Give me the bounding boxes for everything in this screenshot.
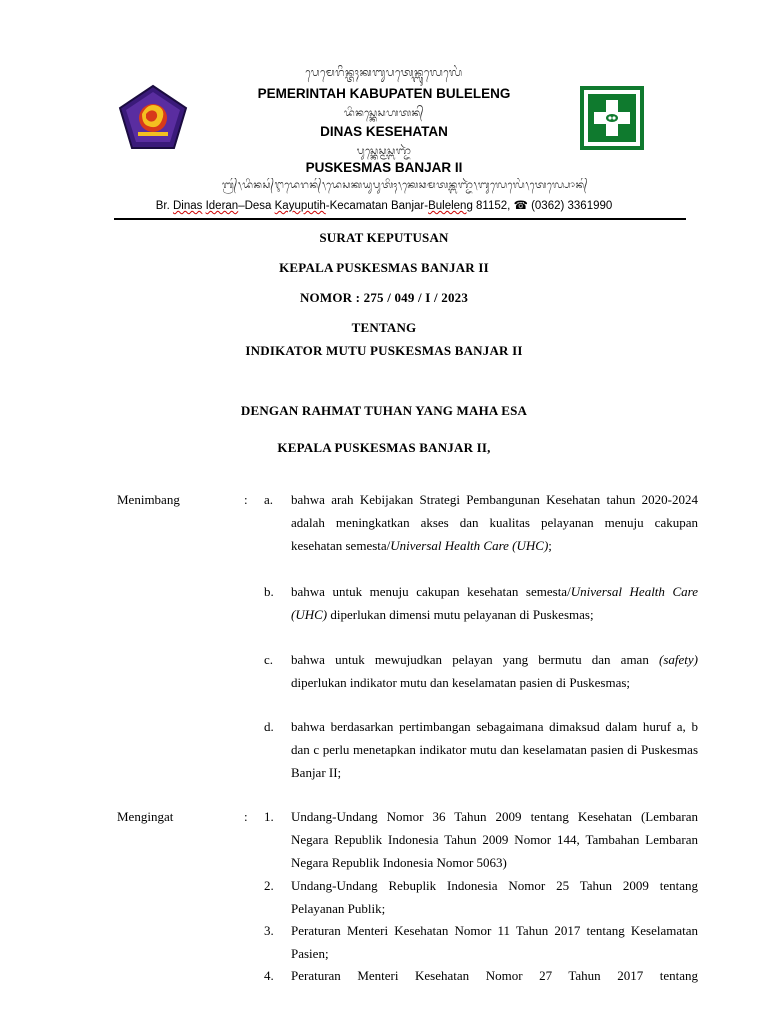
mengingat-item-3: Peraturan Menteri Kesehatan Nomor 11 Tahun 2017 tentang Keselamatan Pasien; (291, 923, 698, 961)
mengingat-marker-3: 3. (264, 923, 274, 938)
mengingat-marker-2: 2. (264, 878, 274, 893)
menimbang-item-d: bahwa berdasarkan pertimbangan sebagaimana dimaksud dalam huruf a, b dan c perlu menetapkan indikator mutu dan keselamatan pasien di Puskesmas Banjar II; (291, 719, 698, 780)
office-address: Br. Dinas Ideran–Desa Kayuputih-Kecamatan Banjar-Buleleng 81152, ☎ (0362) 3361990 (155, 200, 613, 212)
balinese-script-header: ᬧᬾᬫᬾᬭᬶᬦ᭄ᬢᬄᬓᬩᬸᬧᬢᬾᬦ᭄ᬩᬸᬮᬾᬮᬾᬂ (305, 66, 463, 79)
buleleng-regency-emblem-icon (118, 84, 188, 150)
issuer-heading: KEPALA PUSKESMAS BANJAR II, (277, 440, 491, 455)
mengingat-marker-4: 4. (264, 968, 274, 983)
menimbang-item-a: bahwa arah Kebijakan Strategi Pembangunan Kesehatan tahun 2020-2024 adalah meningkatkan akses dan kualitas pelayanan menuju cakupan kesehatan semesta/Universal Health Care (UHC); (291, 492, 698, 553)
mengingat-item-1: Undang-Undang Nomor 36 Tahun 2009 tentang Kesehatan (Lembaran Negara Republik Indonesia Tahun 2009 Nomor 144, Tambahan Lembaran Negara Republik Indonesia Nomor 5063) (291, 809, 698, 870)
menimbang-item-c: bahwa untuk mewujudkan pelayan yang bermutu dan aman (safety) diperlukan indikator mutu dan keselamatan pasien di Puskesmas; (291, 652, 698, 690)
invocation: DENGAN RAHMAT TUHAN YANG MAHA ESA (240, 403, 528, 418)
menimbang-label: Menimbang (117, 492, 180, 507)
unit-name: PUSKESMAS BANJAR II (305, 160, 463, 175)
mengingat-item-2: Undang-Undang Rebuplik Indonesia Nomor 25 Tahun 2009 tentang Pelayanan Publik; (291, 878, 698, 916)
menimbang-colon: : (244, 492, 248, 507)
decree-title: SURAT KEPUTUSAN (319, 230, 449, 245)
decree-subject: INDIKATOR MUTU PUSKESMAS BANJAR II (245, 343, 523, 358)
decree-issuer: KEPALA PUSKESMAS BANJAR II (279, 260, 489, 275)
menimbang-item-b: bahwa untuk menuju cakupan kesehatan semesta/Universal Health Care (UHC) diperlukan dimensi mutu pelayanan di Puskesmas; (291, 584, 699, 622)
letterhead-divider (114, 218, 686, 220)
balinese-script-address: ᬩ᭄ᬭ᭄᭞ᬤᬶᬦᬲ᭄ᬇᬤᬾᬭᬦ᭄᭞ᬤᬾᬲᬓᬬᬸᬧᬸᬢᬶᬄ᭞ᬓᬾᬘᬫᬢᬦ᭄ᬩᬜ᭄ᬚᬃ᭞ᬩᬸᬮᬾᬮᬾᬂ᭞ᬢᬾᬮ᭄ᬧᭀᬦ᭄ (221, 180, 588, 191)
decree-number: NOMOR : 275 / 049 / I / 2023 (299, 290, 469, 305)
balinese-script-puskesmas: ᬧᬸᬲ᭄ᬓᬾᬲ᭄ᬫᬲ᭄ᬩᬜ᭄ᬚᬃ (356, 146, 412, 157)
agency-name: DINAS KESEHATAN (320, 124, 448, 139)
decree-tentang: TENTANG (351, 320, 417, 335)
menimbang-marker-d: d. (264, 719, 274, 734)
balinese-script-dinas: ᬤᬶᬦᬲ᭄ᬓᬾᬲᬳᬢᬦ᭄ (343, 108, 425, 119)
mengingat-item-4: Peraturan Menteri Kesehatan Nomor 27 Tahun 2017 tentang (291, 968, 698, 983)
mengingat-marker-1: 1. (264, 809, 274, 824)
menimbang-marker-c: c. (264, 652, 274, 667)
government-name: PEMERINTAH KABUPATEN BULELENG (257, 86, 511, 101)
menimbang-marker-b: b. (264, 584, 274, 599)
mengingat-label: Mengingat (117, 809, 174, 824)
puskesmas-emblem-icon (580, 86, 644, 150)
menimbang-marker-a: a. (264, 492, 274, 507)
mengingat-colon: : (244, 809, 248, 824)
